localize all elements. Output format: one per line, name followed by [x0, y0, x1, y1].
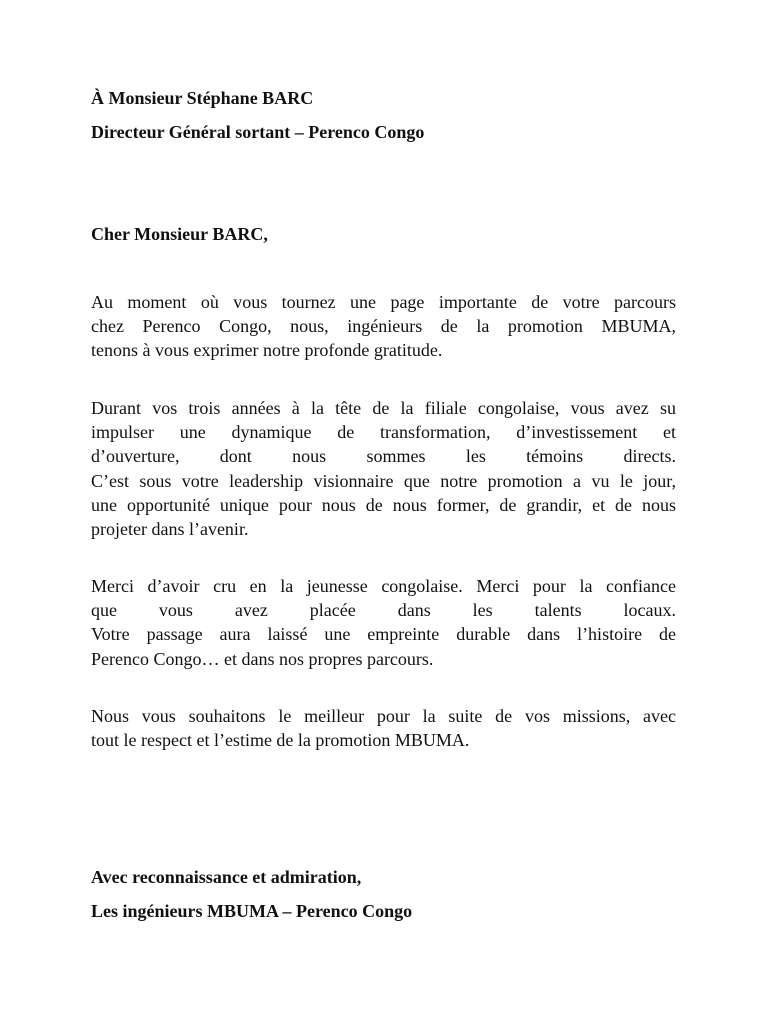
paragraph-2: [91, 396, 676, 541]
paragraph-1: [91, 290, 676, 363]
paragraph-line: impulser une dynamique de transformation, d’investissement et: [91, 422, 676, 443]
paragraph-line: Merci d’avoir cru en la jeunesse congolaise. Merci pour la confiance: [91, 576, 676, 596]
paragraph-line: C’est sous votre leadership visionnaire que notre promotion a vu le jour,: [91, 470, 676, 491]
paragraph-4: [91, 704, 676, 752]
paragraph-line: d’ouverture, dont nous sommes les témoins directs.: [91, 446, 676, 467]
salutation: Cher Monsieur BARC,: [91, 224, 268, 244]
paragraph-line: tout le respect et l’estime de la promotion MBUMA.: [91, 730, 470, 751]
paragraph-line: Durant vos trois années à la tête de la filiale congolaise, vous avez su: [91, 398, 676, 418]
paragraph-line: chez Perenco Congo, nous, ingénieurs de la promotion MBUMA,: [91, 316, 676, 337]
paragraph-line: une opportunité unique pour nous de nous former, de grandir, et de nous: [91, 494, 676, 515]
paragraph-line: que vous avez placée dans les talents locaux.: [91, 600, 676, 621]
paragraph-line: Perenco Congo… et dans nos propres parcours.: [91, 648, 434, 669]
closing: Avec reconnaissance et admiration,: [91, 867, 362, 887]
paragraph-line: projeter dans l’avenir.: [91, 519, 249, 540]
signature: Les ingénieurs MBUMA – Perenco Congo: [91, 901, 413, 921]
paragraph-line: Au moment où vous tournez une page importante de votre parcours: [91, 292, 676, 312]
paragraph-line: tenons à vous exprimer notre profonde gratitude.: [91, 340, 443, 361]
paragraph-line: Votre passage aura laissé une empreinte durable dans l’histoire de: [91, 624, 676, 645]
paragraph-3: [91, 574, 676, 671]
recipient-name: À Monsieur Stéphane BARC: [91, 88, 314, 108]
paragraph-line: Nous vous souhaitons le meilleur pour la suite de vos missions, avec: [91, 706, 676, 726]
recipient-title: Directeur Général sortant – Perenco Congo: [91, 122, 425, 142]
